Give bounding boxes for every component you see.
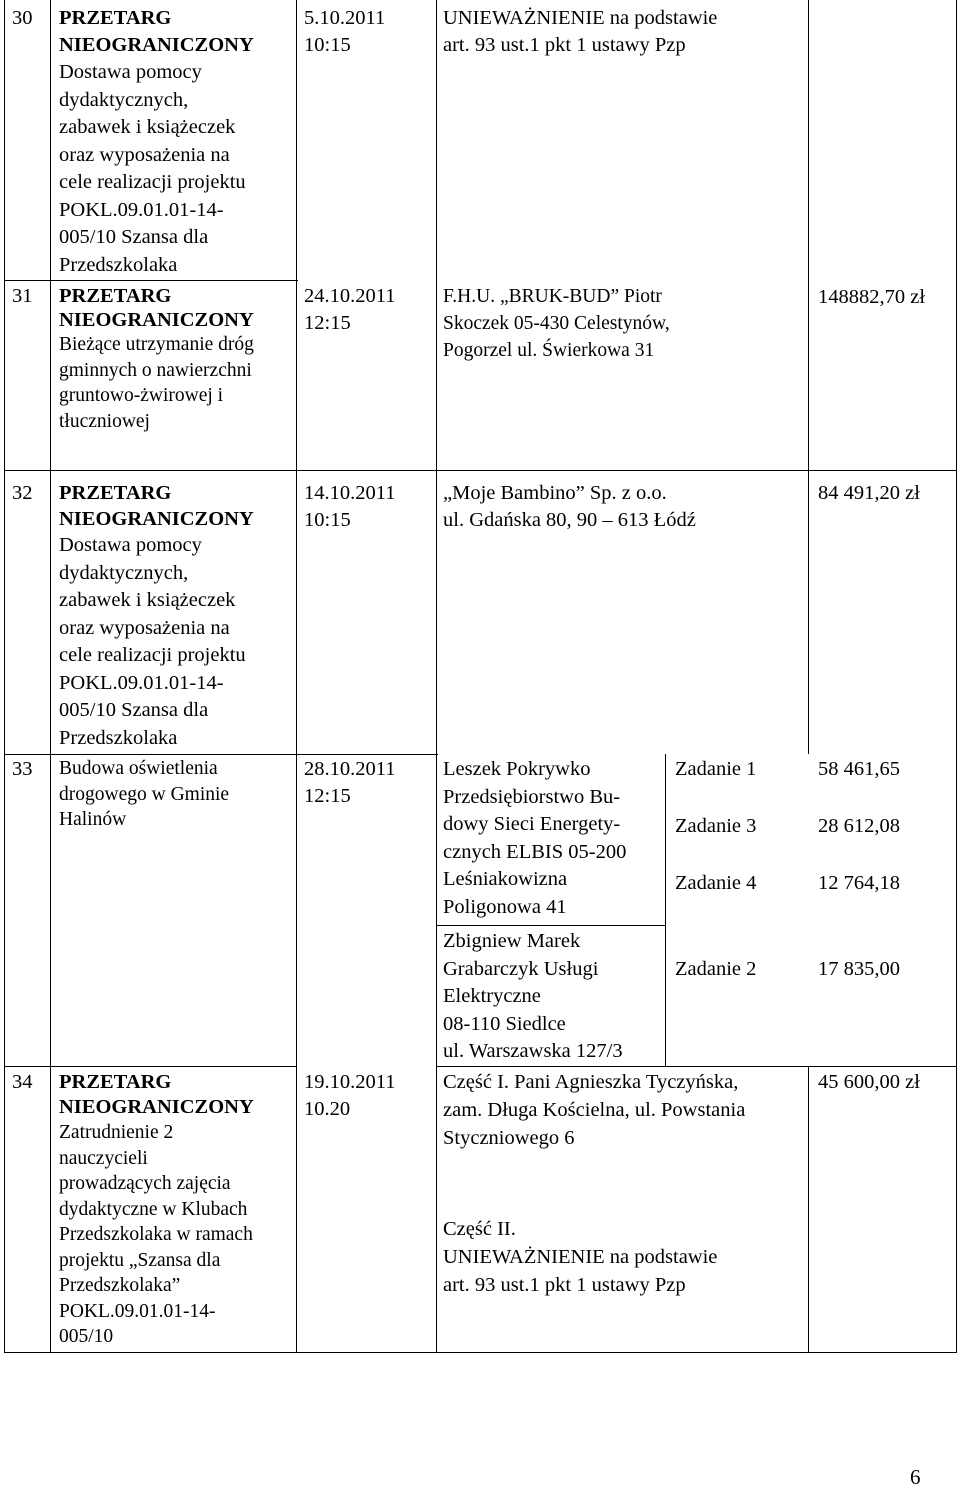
row-number: 30 xyxy=(12,7,33,29)
procedure-mode: PRZETARG xyxy=(59,285,172,307)
opening-time: 10:15 xyxy=(304,34,351,56)
subject-text: Dostawa pomocy dydaktycznych, zabawek i książeczek oraz wyposażenia na cele realizacji projektu POKL.09.01.01-14- 005/10 Szansa dla Przedszkolaka xyxy=(59,534,246,749)
opening-time: 12:15 xyxy=(304,312,351,334)
subject-text: Dostawa pomocy dydaktycznych, zabawek i książeczek oraz wyposażenia na cele realizacji projektu POKL.09.01.01-14- 005/10 Szansa dla Przedszkolaka xyxy=(59,61,246,276)
row-number: 33 xyxy=(12,758,33,780)
opening-time: 10.20 xyxy=(304,1098,351,1120)
opening-time: 10:15 xyxy=(304,509,351,531)
row-divider xyxy=(436,1066,957,1067)
procedure-mode: PRZETARG xyxy=(59,7,172,29)
procedure-mode: NIEOGRANICZONY xyxy=(59,309,254,331)
col-divider xyxy=(665,754,666,1066)
task-amount: 28 612,08 xyxy=(818,815,900,837)
contractor-text: Część I. Pani Agnieszka Tyczyńska, xyxy=(443,1071,739,1093)
col-divider xyxy=(50,0,51,1353)
contractor-text: Pogorzel ul. Świerkowa 31 xyxy=(443,340,655,361)
contractor-text: „Moje Bambino” Sp. z o.o. xyxy=(443,482,667,504)
task-amount: 12 764,18 xyxy=(818,872,900,894)
row-number: 34 xyxy=(12,1071,33,1093)
opening-date: 14.10.2011 xyxy=(304,482,396,504)
procedure-mode: NIEOGRANICZONY xyxy=(59,34,254,56)
row-divider xyxy=(4,1066,296,1067)
opening-time: 12:15 xyxy=(304,785,351,807)
contractor-text: zam. Długa Kościelna, ul. Powstania xyxy=(443,1099,746,1121)
contractor-text: UNIEWAŻNIENIE na podstawie xyxy=(443,7,718,29)
col-divider xyxy=(808,1066,809,1353)
opening-date: 24.10.2011 xyxy=(304,285,396,307)
opening-date: 28.10.2011 xyxy=(304,758,396,780)
contractor-text: art. 93 ust.1 pkt 1 ustawy Pzp xyxy=(443,34,686,56)
subject-text: Zatrudnienie 2 nauczycieli prowadzących zajęcia dydaktyczne w Klubach Przedszkolaka w ramach projektu „Szansa dla Przedszkolaka” POKL.09.01.01-14- 005/10 xyxy=(59,1122,253,1347)
opening-date: 19.10.2011 xyxy=(304,1071,396,1093)
contractor-text: art. 93 ust.1 pkt 1 ustawy Pzp xyxy=(443,1274,686,1296)
contractor-text: UNIEWAŻNIENIE na podstawie xyxy=(443,1246,718,1268)
task-amount: 17 835,00 xyxy=(818,958,900,980)
subject-text: Bieżące utrzymanie dróg gminnych o nawierzchni gruntowo-żwirowej i tłuczniowej xyxy=(59,334,254,432)
contractor-text: Styczniowego 6 xyxy=(443,1127,575,1149)
row-divider xyxy=(4,754,438,755)
task-label: Zadanie 4 xyxy=(675,872,757,894)
col-divider xyxy=(296,0,297,1353)
task-amount: 58 461,65 xyxy=(818,758,900,780)
opening-date: 5.10.2011 xyxy=(304,7,386,29)
contractor-text: Część II. xyxy=(443,1218,516,1240)
contractor-text: Skoczek 05-430 Celestynów, xyxy=(443,313,670,334)
row-number: 32 xyxy=(12,482,33,504)
row-divider xyxy=(4,280,298,281)
contractor-text: Zbigniew Marek Grabarczyk Usługi Elektryczne 08-110 Siedlce ul. Warszawska 127/3 xyxy=(443,930,623,1062)
col-divider xyxy=(436,0,437,1353)
contract-amount: 45 600,00 zł xyxy=(818,1071,920,1093)
procedure-mode: PRZETARG xyxy=(59,482,172,504)
row-divider xyxy=(4,470,957,471)
contractor-text: ul. Gdańska 80, 90 – 613 Łódź xyxy=(443,509,696,531)
contractor-text: Leszek Pokrywko Przedsiębiorstwo Bu- dowy Sieci Energety- cznych ELBIS 05-200 Leśniakowizna Poligonowa 41 xyxy=(443,758,627,918)
procedure-mode: NIEOGRANICZONY xyxy=(59,508,254,530)
task-label: Zadanie 2 xyxy=(675,958,757,980)
col-divider xyxy=(808,0,809,754)
row-number: 31 xyxy=(12,285,33,307)
row-divider xyxy=(436,925,665,926)
task-label: Zadanie 3 xyxy=(675,815,757,837)
procedure-mode: NIEOGRANICZONY xyxy=(59,1096,254,1118)
contract-amount: 84 491,20 zł xyxy=(818,482,920,504)
contractor-text: F.H.U. „BRUK-BUD” Piotr xyxy=(443,286,662,307)
page-number: 6 xyxy=(910,1465,921,1489)
task-label: Zadanie 1 xyxy=(675,758,757,780)
subject-text: Budowa oświetlenia drogowego w Gminie Halinów xyxy=(59,758,230,830)
procedure-mode: PRZETARG xyxy=(59,1071,172,1093)
contract-amount: 148882,70 zł xyxy=(818,286,926,308)
